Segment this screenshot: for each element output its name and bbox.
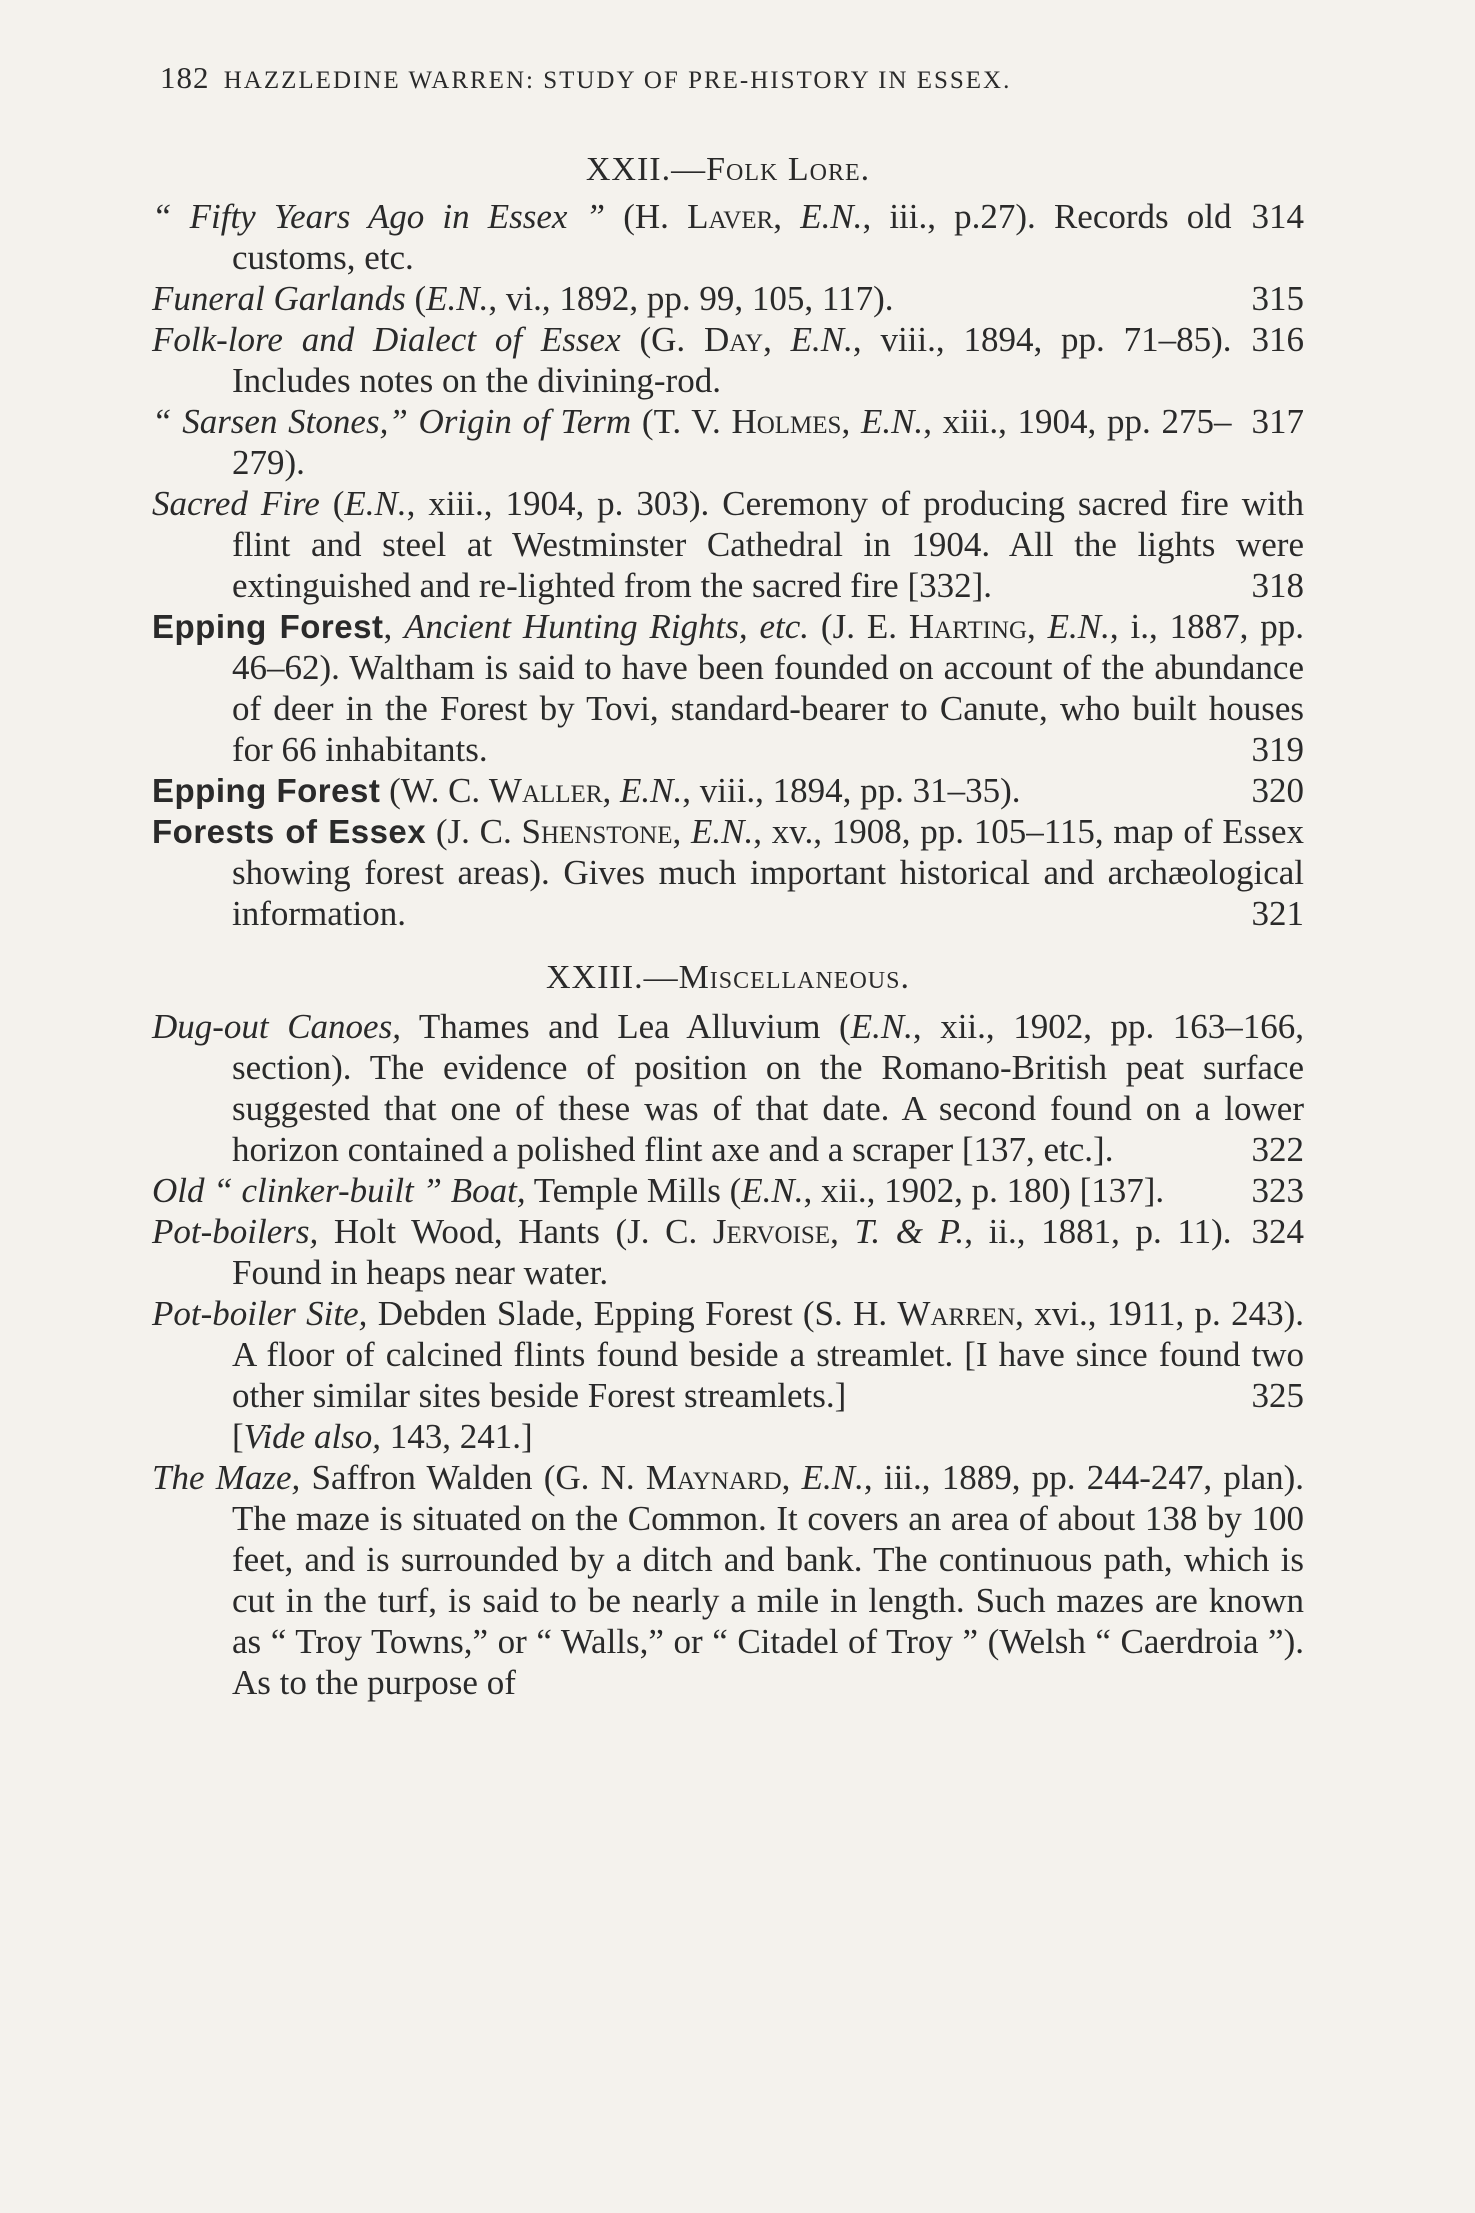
entry-number: 315 [1251, 279, 1304, 318]
entry-number: 321 [1251, 894, 1304, 933]
entry-author: Day [703, 320, 764, 359]
entry-title: Sacred Fire [152, 484, 320, 523]
entry-ref-sep: , [830, 1212, 855, 1251]
entry-ref-rest: , xiii., 1904, pp. 275–279). [232, 402, 1232, 482]
entry-ref-sep: , [841, 402, 861, 441]
entry-ref-rest: , iii., 1889, pp. 244-247, plan). The maze is situated on the Common. It covers an area of about 138 by 100 feet, and is surrounded by a ditch and bank. The continuous path, which is cut in the turf, is said to be nearly a mile in length. Such mazes are known as “ Troy Towns,” or “ Walls,” or “ Citadel of Troy ” (Welsh “ Caerdroia ”). As to the purpose of [232, 1458, 1305, 1702]
entry-316 [152, 319, 1304, 401]
entry-journal: E.N. [801, 1458, 864, 1497]
entry-sep: , [383, 607, 405, 646]
entry-ref-sep: , [763, 320, 791, 359]
entry-ref: (T. V. [631, 402, 732, 441]
entry-315 [152, 278, 1304, 319]
page [152, 60, 1304, 1703]
entry-author: Maynard [645, 1458, 782, 1497]
vide-refs: 143, 241.] [381, 1417, 533, 1456]
page-number: 182 [160, 60, 210, 95]
entry-author: Harting [908, 607, 1028, 646]
entry-314 [152, 196, 1304, 278]
vide-bracket: [ [232, 1417, 244, 1456]
entry-318 [152, 483, 1304, 606]
entry-ref: Debden Slade, Epping Forest (S. H. [367, 1294, 898, 1333]
section-numeral: XXII.— [585, 151, 707, 188]
entry-323 [152, 1170, 1304, 1211]
entry-ref-rest: , vi., 1892, pp. 99, 105, 117). [488, 279, 894, 318]
entry-number: 324 [1251, 1212, 1304, 1251]
entry-title: Dug-out Canoes, [152, 1007, 401, 1046]
entry-title: The Maze, [152, 1458, 301, 1497]
entry-ref: Thames and Lea Alluvium ( [400, 1007, 851, 1046]
entry-title: “ Fifty Years Ago in Essex ” [152, 197, 606, 236]
running-head [160, 60, 1304, 108]
entry-author: Waller [488, 771, 603, 810]
entry-number: 322 [1251, 1130, 1304, 1169]
section-title: Miscellaneous. [678, 959, 910, 996]
entry-number: 325 [1251, 1376, 1304, 1415]
running-title: HAZZLEDINE WARREN: STUDY OF PRE-HISTORY IN ESSEX. [223, 67, 1012, 94]
entry-heading-bold: Epping Forest [152, 772, 381, 809]
entry-journal: E.N. [344, 484, 407, 523]
entry-journal: E.N. [860, 402, 924, 441]
entry-journal: E.N. [1047, 607, 1110, 646]
entry-number: 314 [1251, 197, 1304, 236]
entry-journal: E.N. [426, 279, 489, 318]
entry-321 [152, 811, 1304, 934]
entry-journal: E.N. [850, 1007, 913, 1046]
entry-ref: (G. [620, 320, 704, 359]
entry-322 [152, 1006, 1304, 1170]
entry-ref-sep: , [1027, 607, 1048, 646]
entry-heading-bold: Epping Forest [152, 608, 384, 645]
section-numeral: XXIII.— [546, 959, 679, 996]
entry-author: Shenstone [521, 812, 673, 851]
entry-ref-sep: , [602, 771, 620, 810]
entry-author: Laver [687, 197, 774, 236]
entry-317 [152, 401, 1304, 483]
entry-number: 320 [1251, 771, 1304, 810]
entry-number: 318 [1251, 566, 1304, 605]
entry-author: Warren [897, 1294, 1016, 1333]
entry-ref-rest: , xiii., 1904, p. 303). Ceremony of producing sacred fire with flint and steel at Westminster Cathedral in 1904. All the lights were extinguished and re-lighted from the sacred fire [332]. [232, 484, 1304, 605]
entry-ref-rest: , iii., p.27). Records old customs, etc. [232, 197, 1232, 277]
entry-ref: (J. E. [809, 607, 909, 646]
entry-maze [152, 1457, 1304, 1703]
section-heading-miscellaneous [152, 956, 1304, 1000]
entry-324 [152, 1211, 1304, 1293]
entry-325 [152, 1293, 1304, 1416]
entry-ref: ( [319, 484, 345, 523]
entry-heading-bold: Forests of Essex [152, 813, 427, 850]
entry-number: 317 [1251, 402, 1304, 441]
entry-ref-rest: , viii., 1894, pp. 71–85). Includes notes on the divining-rod. [232, 320, 1232, 400]
entry-ref-rest: , ii., 1881, p. 11). Found in heaps near water. [232, 1212, 1232, 1292]
vide-also-note [152, 1416, 1304, 1457]
section-heading-folk-lore [152, 148, 1304, 192]
entry-title: Pot-boilers, [152, 1212, 319, 1251]
entry-ref-rest: , xvi., 1911, p. 243). A floor of calcined flints found beside a streamlet. [I have since found two other similar sites beside Forest streamlets.] [232, 1294, 1304, 1415]
entry-journal: E.N. [690, 812, 754, 851]
entry-journal: E.N. [741, 1171, 804, 1210]
entry-title: Funeral Garlands [152, 279, 406, 318]
entry-title: Ancient Hunting Rights, etc. [404, 607, 810, 646]
entry-ref-rest: , i., 1887, pp. 46–62). Waltham is said to have been founded on account of the abundance of deer in the Forest by Tovi, standard-bearer to Canute, who built houses for 66 inhabitants. [232, 607, 1304, 769]
section-title: Folk Lore. [706, 151, 871, 188]
entry-ref-sep: , [672, 812, 691, 851]
entry-319 [152, 606, 1304, 770]
entry-title: Folk-lore and Dialect of Essex [152, 320, 621, 359]
entry-journal: T. & P. [854, 1212, 965, 1251]
entry-ref: (H. [605, 197, 688, 236]
entry-ref-rest: , xv., 1908, pp. 105–115, map of Essex showing forest areas). Gives much important historical and archæological information. [232, 812, 1304, 933]
entry-ref-rest: , xii., 1902, p. 180) [137]. [803, 1171, 1165, 1210]
entry-ref: ( [405, 279, 427, 318]
entry-number: 319 [1251, 730, 1304, 769]
entry-journal: E.N. [790, 320, 853, 359]
entry-ref-rest: , viii., 1894, pp. 31–35). [682, 771, 1021, 810]
entry-ref: Saffron Walden (G. N. [300, 1458, 646, 1497]
entry-ref: (W. C. [380, 771, 489, 810]
entry-ref: (J. C. [426, 812, 522, 851]
entry-author: Jervoise [712, 1212, 831, 1251]
entry-ref-rest: , xii., 1902, pp. 163–166, section). The evidence of position on the Romano-British peat surface suggested that one of these was of that date. A second found on a lower horizon contained a polished flint axe and a scraper [137, etc.]. [232, 1007, 1305, 1169]
entry-ref: Temple Mills ( [525, 1171, 742, 1210]
entry-ref: Holt Wood, Hants (J. C. [318, 1212, 713, 1251]
entry-320 [152, 770, 1304, 811]
entry-author: Holmes [731, 402, 842, 441]
entry-journal: E.N. [620, 771, 683, 810]
entry-title: Pot-boiler Site, [152, 1294, 368, 1333]
entry-ref-sep: , [773, 197, 801, 236]
entry-journal: E.N. [800, 197, 863, 236]
entry-number: 323 [1251, 1171, 1304, 1210]
entry-ref-sep: , [781, 1458, 802, 1497]
entry-title: “ Sarsen Stones,” Origin of Term [152, 402, 632, 441]
entry-title: Old “ clinker-built ” Boat, [152, 1171, 526, 1210]
vide-label: Vide also, [243, 1417, 382, 1456]
entry-number: 316 [1251, 320, 1304, 359]
